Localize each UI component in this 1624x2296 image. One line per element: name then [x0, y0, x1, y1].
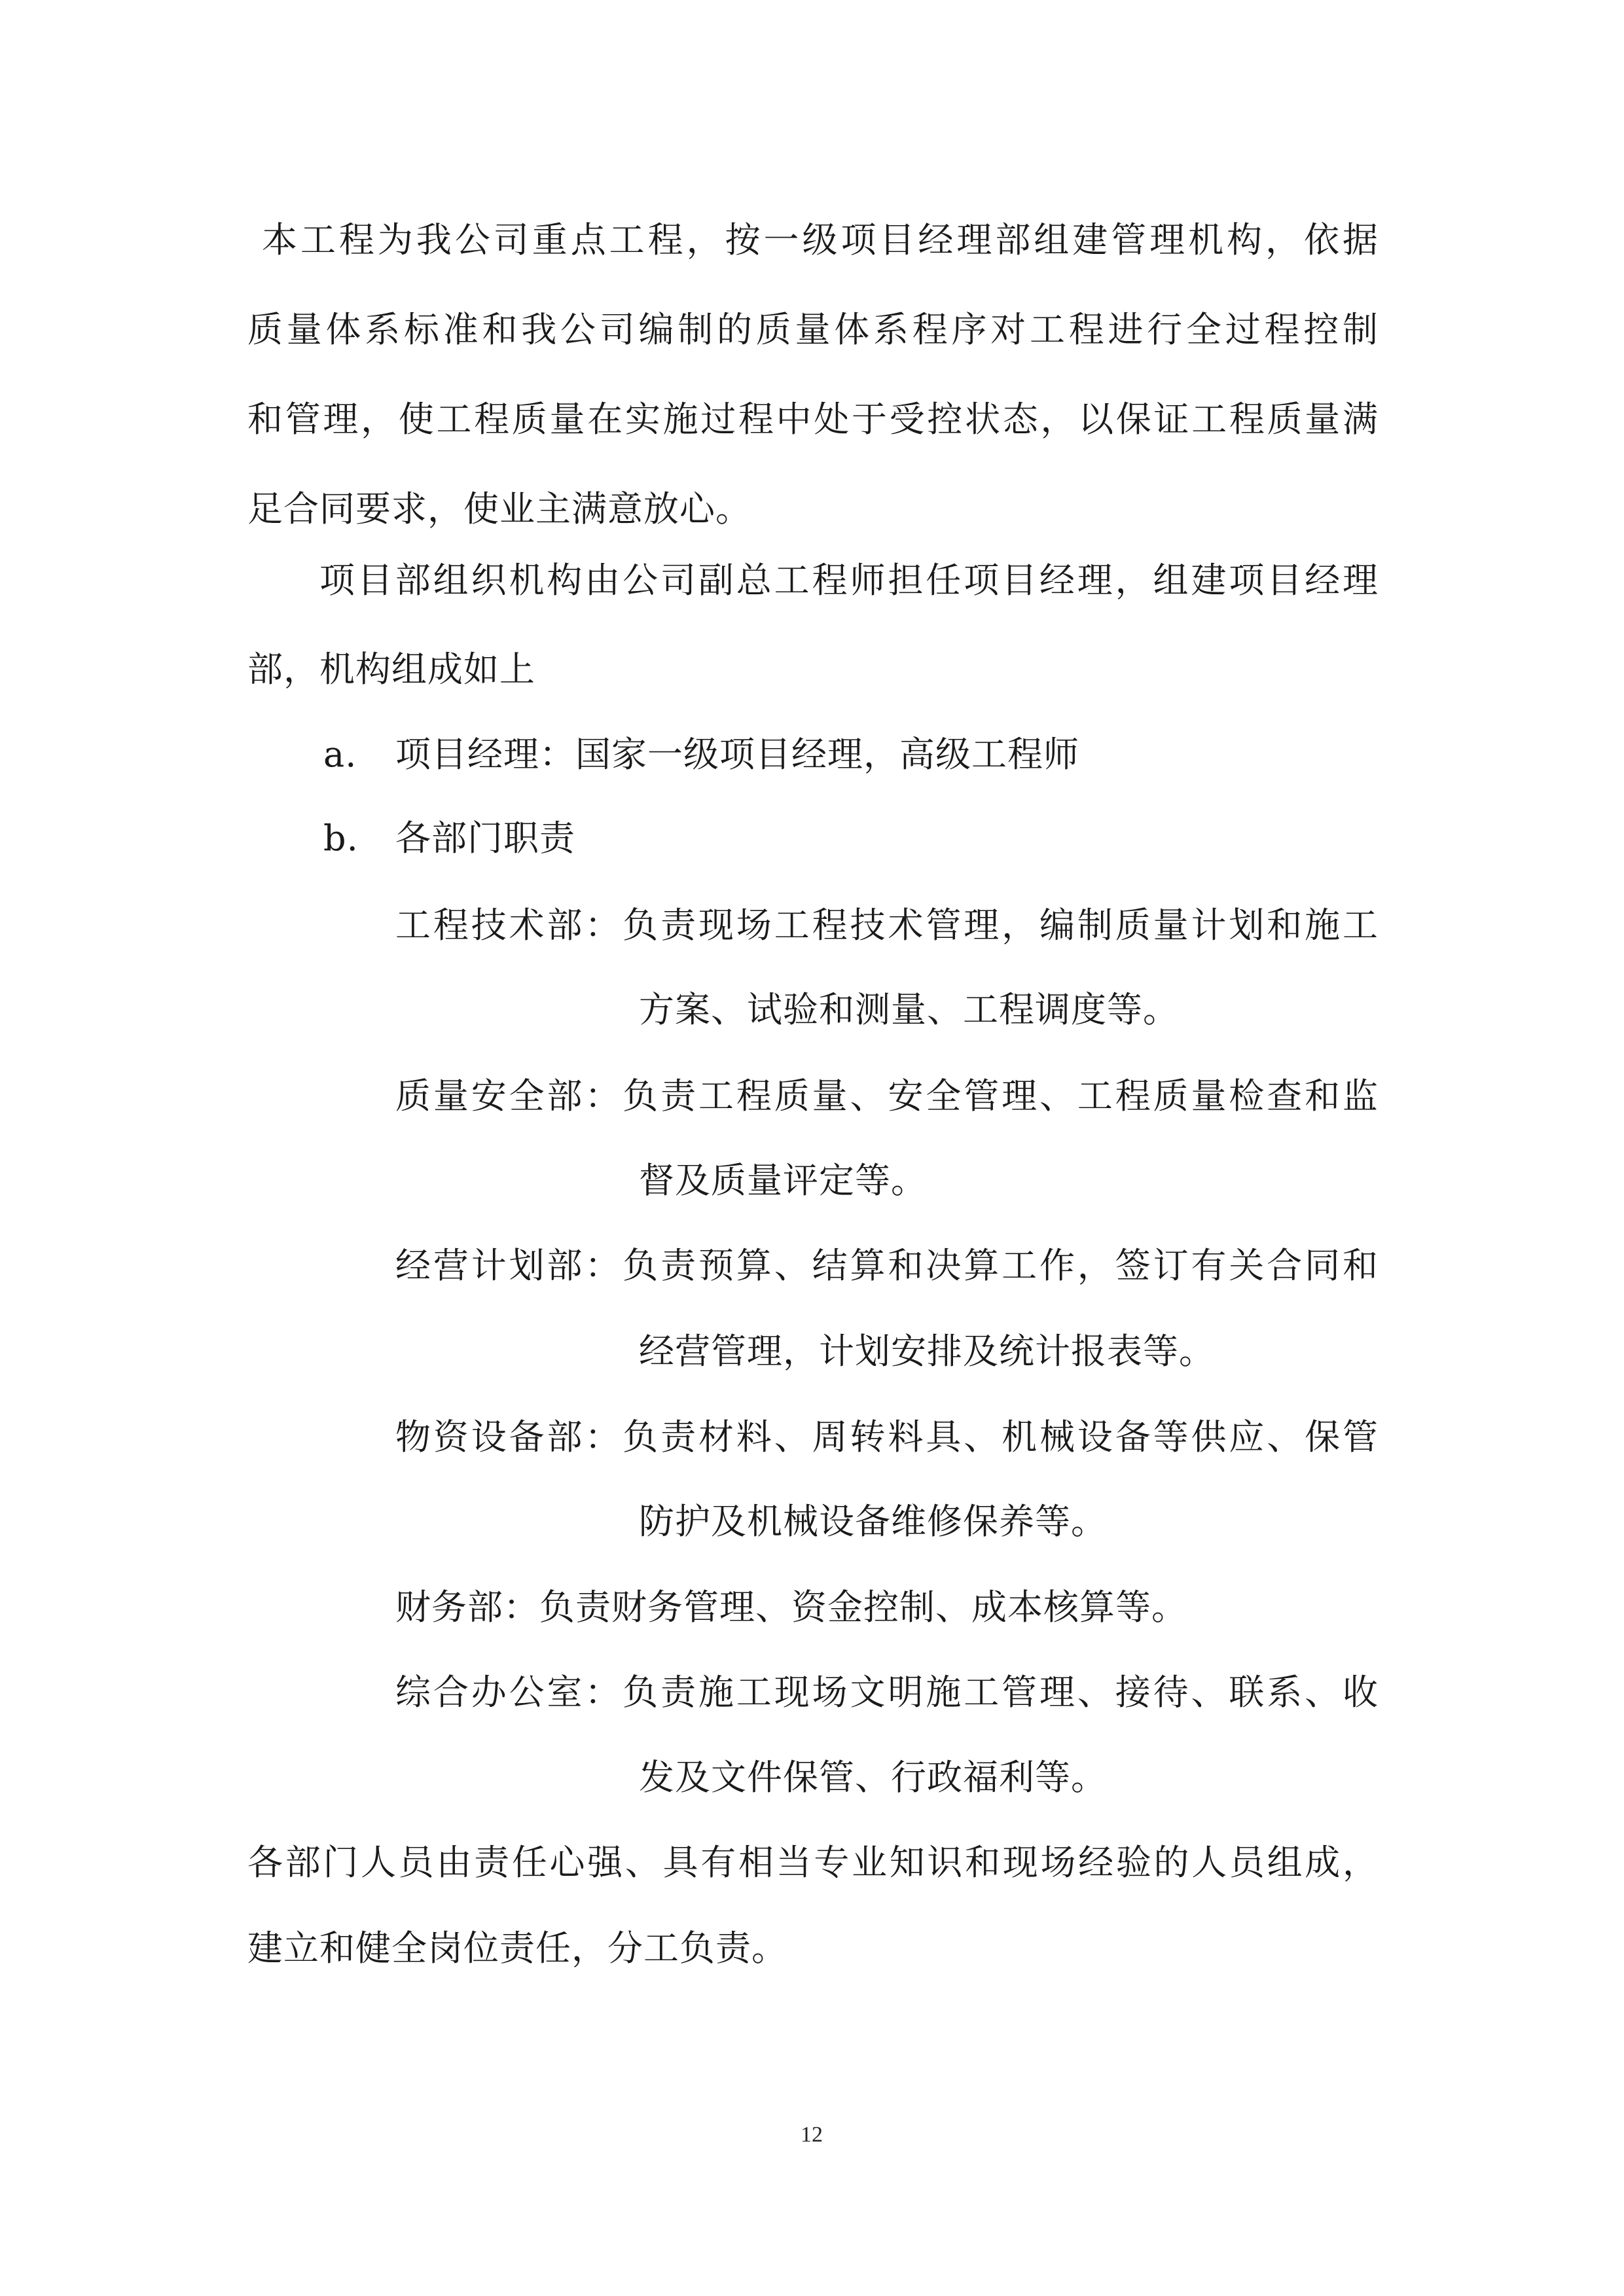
dept-business-planning-line-1: 经营计划部：负责预算、结算和决算工作，签订有关合同和: [395, 1245, 1379, 1286]
list-text-a: 项目经理：国家一级项目经理，高级工程师: [395, 734, 1079, 775]
dept-finance-line-1: 财务部：负责财务管理、资金控制、成本核算等。: [395, 1587, 1187, 1628]
dept-engineering-line-1: 工程技术部：负责现场工程技术管理，编制质量计划和施工: [395, 905, 1379, 946]
dept-general-office-line-1: 综合办公室：负责施工现场文明施工管理、接待、联系、收: [395, 1672, 1379, 1713]
paragraph-1-line-4: 足合同要求，使业主满意放心。: [247, 488, 751, 529]
paragraph-1-line-3: 和管理，使工程质量在实施过程中处于受控状态，以保证工程质量满: [247, 399, 1379, 440]
paragraph-2-line-1: 项目部组织机构由公司副总工程师担任项目经理，组建项目经理: [319, 560, 1379, 601]
list-item-b: [323, 816, 575, 861]
paragraph-3-line-1: 各部门人员由责任心强、具有相当专业知识和现场经验的人员组成，: [247, 1842, 1379, 1883]
dept-general-office-line-2: 发及文件保管、行政福利等。: [639, 1757, 1107, 1798]
paragraph-1-line-1: 本工程为我公司重点工程，按一级项目经理部组建管理机构，依据: [262, 219, 1379, 260]
page-number: 12: [801, 2123, 823, 2147]
list-text-b: 各部门职责: [395, 817, 575, 859]
dept-engineering-line-2: 方案、试验和测量、工程调度等。: [639, 989, 1179, 1030]
dept-business-planning-line-2: 经营管理，计划安排及统计报表等。: [639, 1331, 1215, 1372]
list-marker-b: b.: [323, 817, 359, 859]
dept-quality-safety-line-2: 督及质量评定等。: [639, 1160, 927, 1201]
paragraph-1-line-2: 质量体系标准和我公司编制的质量体系程序对工程进行全过程控制: [247, 309, 1379, 350]
list-item-a: [323, 732, 1079, 778]
paragraph-3-line-2: 建立和健全岗位责任，分工负责。: [247, 1928, 787, 1969]
dept-materials-equipment-line-1: 物资设备部：负责材料、周转料具、机械设备等供应、保管: [395, 1416, 1379, 1458]
dept-quality-safety-line-1: 质量安全部：负责工程质量、安全管理、工程质量检查和监: [395, 1075, 1379, 1117]
paragraph-2-line-2: 部，机构组成如上: [247, 649, 535, 690]
dept-materials-equipment-line-2: 防护及机械设备维修保养等。: [639, 1501, 1107, 1542]
list-marker-a: a.: [323, 734, 357, 775]
